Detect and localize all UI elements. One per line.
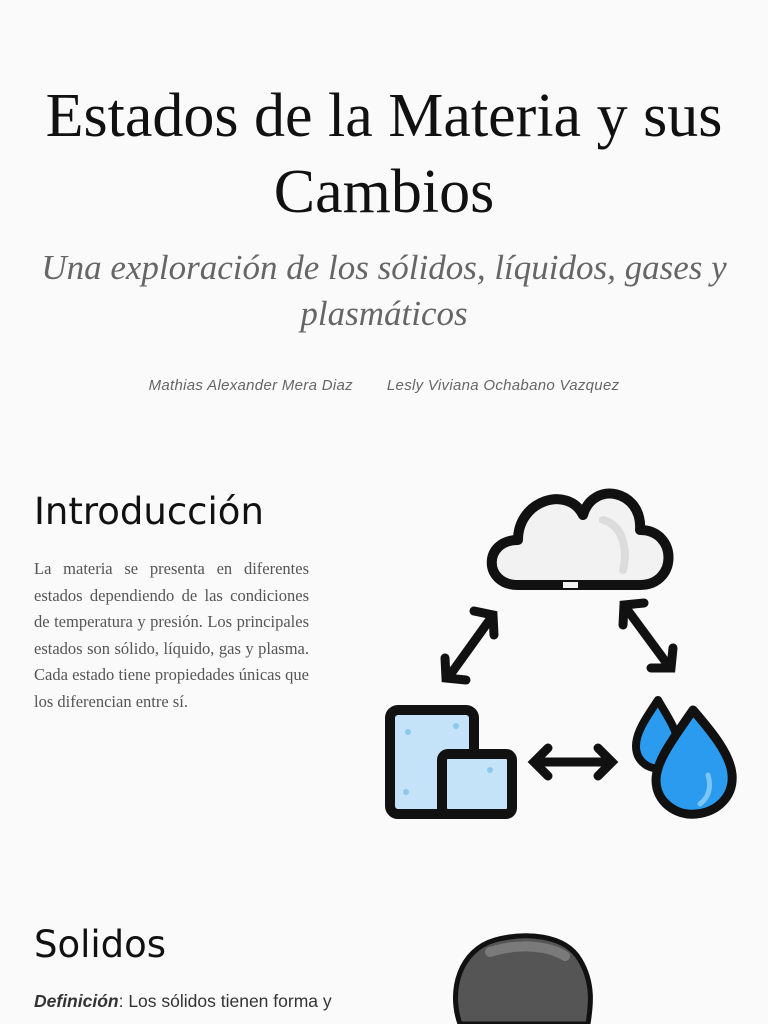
double-arrow-icon (534, 748, 612, 776)
double-arrow-icon (445, 611, 494, 680)
definition-label: Definición (34, 991, 119, 1011)
double-arrow-icon (623, 603, 673, 668)
rock-icon (440, 930, 600, 1024)
solidos-definition (34, 988, 374, 1014)
ice-cube-icon (390, 710, 512, 814)
cloud-icon (492, 494, 669, 585)
page-title: Estados de la Materia y sus Cambios (45, 82, 723, 226)
page-subtitle: Una exploración de los sólidos, líquidos, gases y plasmáticos (41, 248, 727, 333)
intro-paragraph: La materia se presenta en diferentes estados dependiendo de las condiciones de temperatura y presión. Los principales estados son sólido, líquido, gas y plasma. Cada estado tiene propiedades únicas que los diferencian entre sí. (34, 559, 309, 711)
states-of-matter-diagram (378, 470, 748, 830)
solidos-heading: Solidos (34, 923, 167, 966)
water-drop-icon (636, 700, 732, 814)
author-name: Lesly Viviana Ochabano Vazquez (386, 377, 620, 394)
authors-list (0, 377, 768, 394)
definition-text: : Los sólidos tienen forma y (118, 991, 332, 1011)
intro-heading: Introducción (34, 490, 264, 533)
author-name: Mathias Alexander Mera Diaz (148, 377, 353, 394)
